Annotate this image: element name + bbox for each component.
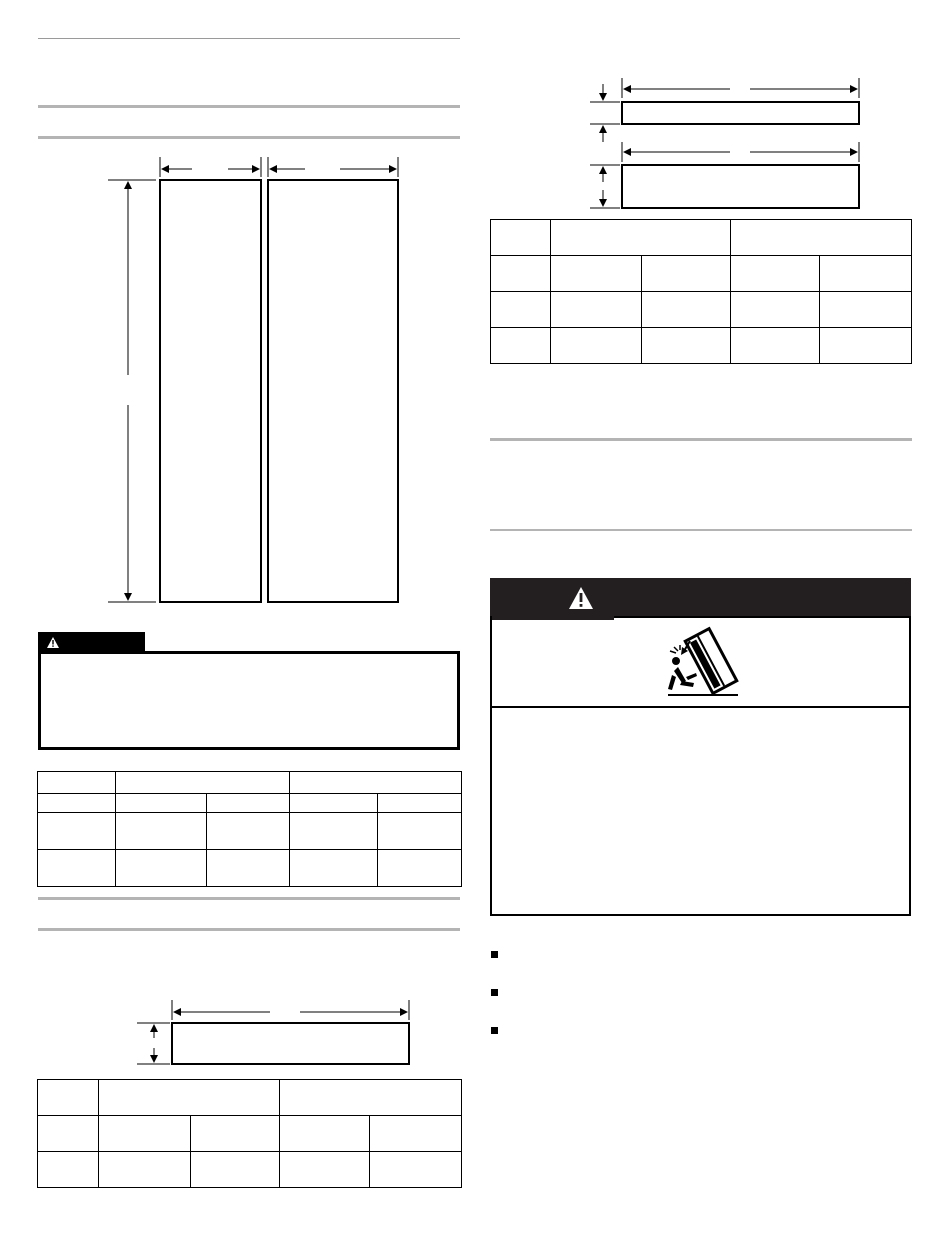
warning-divider	[492, 706, 909, 708]
square-bullet-icon	[491, 1027, 498, 1034]
square-bullet-icon	[491, 951, 498, 958]
square-bullet-icon	[491, 989, 498, 996]
warning-header-right	[490, 578, 911, 618]
table-cell	[820, 292, 912, 328]
table-cell	[731, 328, 820, 364]
table-cell	[38, 813, 116, 850]
table-cell	[642, 292, 731, 328]
section-rule-3	[38, 897, 460, 900]
table-cell	[99, 1152, 191, 1188]
table-cell	[551, 328, 642, 364]
table-cell	[280, 1116, 370, 1152]
table-cell	[731, 220, 912, 256]
dimensions-table-3	[490, 219, 912, 364]
table-cell	[191, 1116, 280, 1152]
table-cell	[116, 850, 207, 887]
table-cell	[38, 1116, 99, 1152]
table-cell	[642, 256, 731, 292]
table-cell	[731, 292, 820, 328]
table-cell	[820, 328, 912, 364]
section-rule-2	[38, 136, 460, 139]
table-cell	[290, 813, 378, 850]
table-cell	[99, 1116, 191, 1152]
table-cell	[99, 1080, 280, 1116]
table-cell	[191, 1152, 280, 1188]
warning-tab-left	[38, 632, 145, 652]
table-cell	[551, 220, 731, 256]
tip-over-hazard-icon	[660, 625, 742, 700]
table-cell	[207, 794, 290, 813]
table-cell	[207, 813, 290, 850]
table-cell	[551, 256, 642, 292]
section-rule-6	[490, 529, 912, 531]
table-cell	[38, 1152, 99, 1188]
table-cell	[642, 328, 731, 364]
panels-diagram-right	[585, 78, 865, 213]
table-cell	[551, 292, 642, 328]
table-cell	[378, 794, 462, 813]
table-cell	[491, 292, 551, 328]
warning-triangle-icon	[568, 586, 594, 610]
table-cell	[290, 850, 378, 887]
table-cell	[290, 794, 378, 813]
table-cell	[38, 772, 116, 794]
section-rule-1	[38, 105, 460, 108]
table-cell	[38, 1080, 99, 1116]
table-cell	[280, 1152, 370, 1188]
warning-triangle-icon	[47, 637, 59, 648]
table-cell	[491, 256, 551, 292]
top-left-rule	[38, 38, 460, 39]
table-cell	[378, 813, 462, 850]
table-cell	[38, 794, 116, 813]
table-cell	[370, 1152, 462, 1188]
table-cell	[820, 256, 912, 292]
warning-box-left	[38, 651, 460, 750]
table-cell	[280, 1080, 462, 1116]
dimensions-table-2	[37, 1079, 462, 1188]
table-cell	[116, 772, 290, 794]
table-cell	[491, 220, 551, 256]
table-cell	[370, 1116, 462, 1152]
section-rule-4	[38, 928, 460, 931]
door-panels-diagram	[100, 155, 410, 615]
table-cell	[116, 813, 207, 850]
drawer-diagram-left	[135, 998, 415, 1068]
table-cell	[378, 850, 462, 887]
table-cell	[491, 328, 551, 364]
table-cell	[731, 256, 820, 292]
section-rule-5	[490, 438, 912, 441]
table-cell	[116, 794, 207, 813]
warning-header-notch	[492, 616, 614, 620]
table-cell	[207, 850, 290, 887]
table-cell	[290, 772, 462, 794]
dimensions-table-1	[37, 771, 462, 887]
table-cell	[38, 850, 116, 887]
